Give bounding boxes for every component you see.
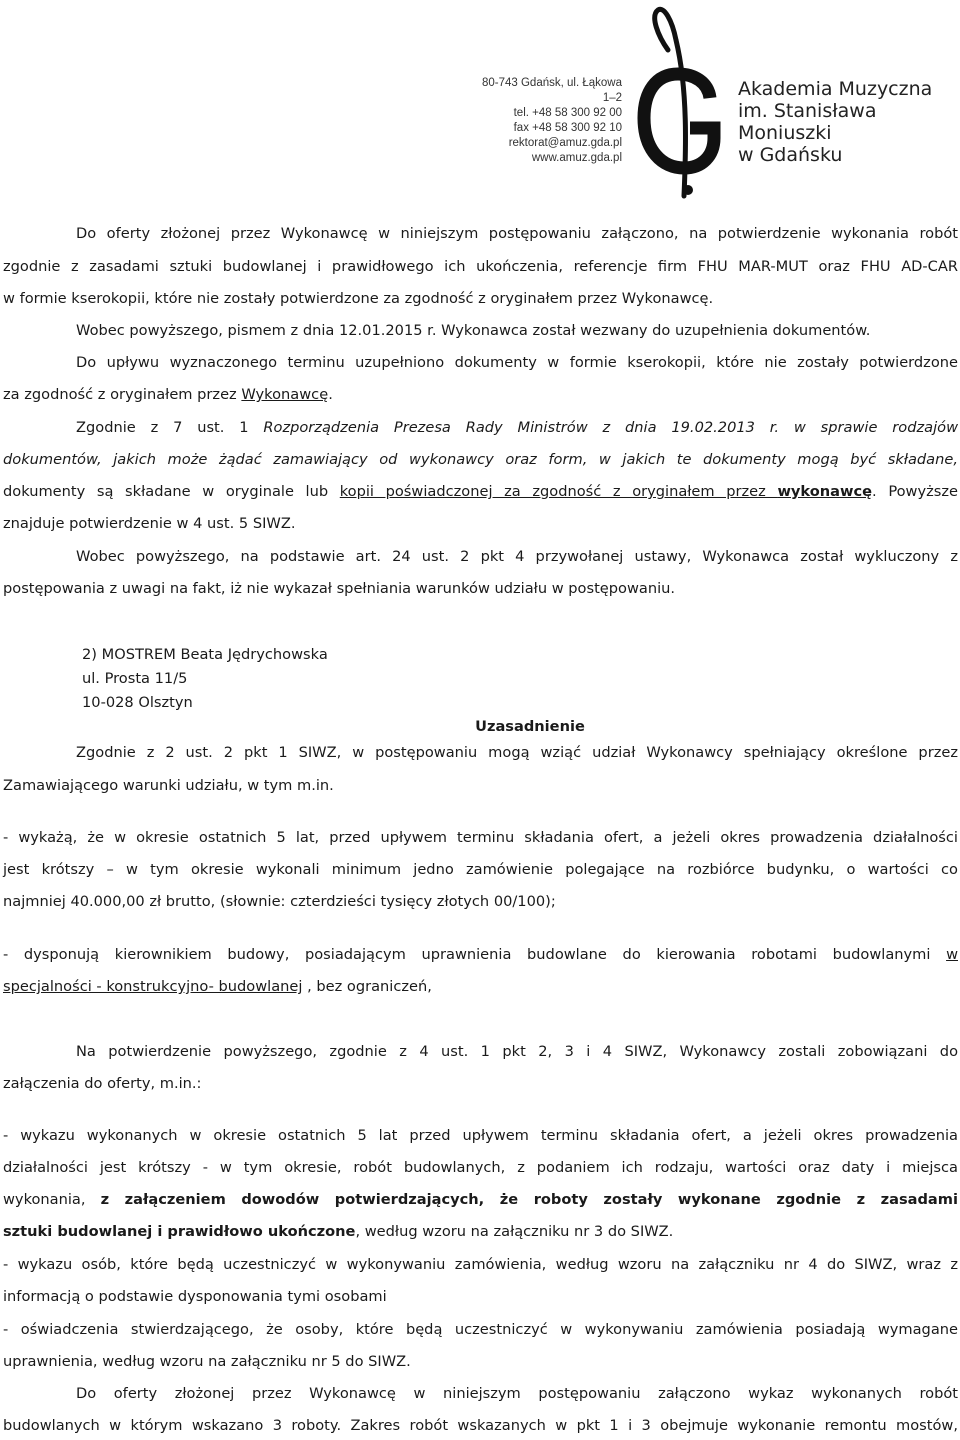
paragraph-line: w formie kserokopii, które nie zostały potwierdzone za zgodność z oryginałem przez Wykonawcę. [3, 290, 714, 307]
text-run-italic: Rozporządzenia Prezesa Rady Ministrów z dnia 19.02.2013 r. w sprawie rodzajów [263, 419, 959, 436]
paragraph-line: Na potwierdzenie powyższego, zgodnie z 4 ust. 1 pkt 2, 3 i 4 SIWZ, Wykonawcy zostali zobowiązani do [76, 1043, 958, 1060]
contact-block [472, 76, 622, 166]
paragraph-line: Wobec powyższego, na podstawie art. 24 ust. 2 pkt 4 przywołanej ustawy, Wykonawca został wykluczony z [76, 548, 958, 565]
text-run: za zgodność z oryginałem przez [3, 386, 242, 403]
paragraph-line [3, 1190, 958, 1210]
text-run: , bez ograniczeń, [302, 978, 432, 995]
text-run-bold: sztuki budowlanej i prawidłowo ukończone [3, 1223, 356, 1240]
paragraph-line: informacją o podstawie dysponowania tymi osobami [3, 1288, 387, 1305]
address-line: 10-028 Olsztyn [82, 694, 193, 711]
text-run-underlined: kopii poświadczonej za zgodność z oryginałem przez [339, 483, 778, 500]
paragraph-line [76, 418, 958, 438]
paragraph-line: Do upływu wyznaczonego terminu uzupełniono dokumenty w formie kserokopii, które nie zostały potwierdzone [76, 354, 958, 371]
paragraph-line: działalności jest krótszy - w tym okresie, robót budowlanych, z podaniem ich rodzaju, wartości oraz daty i miejsca [3, 1159, 958, 1176]
contact-email: rektorat@amuz.gda.pl [508, 137, 622, 149]
paragraph-line: Do oferty złożonej przez Wykonawcę w niniejszym postępowaniu załączono, na potwierdzenie wykonania robót [76, 225, 958, 242]
academy-name [738, 78, 960, 166]
academy-name-line: Akademia Muzyczna [738, 78, 933, 100]
paragraph-line: postępowania z uwagi na fakt, iż nie wykazał spełniania warunków udziału w postępowaniu. [3, 580, 676, 597]
contact-fax: fax +48 58 300 92 10 [513, 122, 622, 134]
contact-phone: tel. +48 58 300 92 00 [513, 107, 622, 119]
paragraph-line: zgodnie z zasadami sztuki budowlanej i prawidłowego ich ukończenia, referencje firm FHU MAR-MUT oraz FHU AD-CAR [3, 258, 958, 275]
text-run-bold: z załączeniem dowodów potwierdzających, że roboty zostały wykonane zgodnie z zasadami [100, 1191, 958, 1208]
letterhead [0, 0, 960, 200]
paragraph-line [3, 385, 333, 405]
academy-name-line: im. Stanisława Moniuszki [738, 100, 877, 144]
paragraph-line: Wobec powyższego, pismem z dnia 12.01.2015 r. Wykonawca został wezwany do uzupełnienia dokumentów. [76, 322, 871, 339]
paragraph-line: budowlanych w którym wskazano 3 roboty. Zakres robót wskazanych w pkt 1 i 3 obejmuje wykonanie remontu mostów, [3, 1417, 958, 1434]
section-heading: Uzasadnienie [475, 718, 585, 735]
text-run: . [328, 386, 333, 403]
text-run-underlined: Wykonawcę [241, 386, 329, 403]
paragraph-line: - oświadczenia stwierdzającego, że osoby, które będą uczestniczyć w wykonywaniu zamówienia posiadają wymagane [3, 1321, 958, 1338]
text-run: wykonania, [3, 1191, 101, 1208]
paragraph-line: - wykażą, że w okresie ostatnich 5 lat, przed upływem terminu składania ofert, a jeżeli okres prowadzenia działalności [3, 829, 958, 846]
paragraph-line: - wykazu osób, które będą uczestniczyć w wykonywaniu zamówienia, według wzoru na załączniku nr 4 do SIWZ, wraz z [3, 1256, 958, 1273]
paragraph-line: uprawnienia, według wzoru na załączniku nr 5 do SIWZ. [3, 1353, 411, 1370]
contact-address: 80-743 Gdańsk, ul. Łąkowa 1–2 [481, 77, 622, 104]
academy-logo-icon [628, 0, 728, 200]
text-run: . Powyższe [872, 483, 958, 500]
text-run-bold-underlined: wykonawcę [777, 483, 873, 500]
paragraph-line [3, 977, 432, 997]
text-run: - dysponują kierownikiem budowy, posiadającym uprawnienia budowlane do kierowania robotami budowlanymi [3, 946, 947, 963]
text-run: Zgodnie z 7 ust. 1 [76, 419, 264, 436]
text-run: , według wzoru na załączniku nr 3 do SIWZ. [355, 1223, 674, 1240]
paragraph-line: dokumentów, jakich może żądać zamawiający od wykonawcy oraz form, w jakich te dokumenty mogą być składane, [3, 451, 958, 468]
address-line: 2) MOSTREM Beata Jędrychowska [82, 646, 328, 663]
text-run: dokumenty są składane w oryginale lub [3, 483, 340, 500]
text-run-underlined: w [946, 946, 958, 963]
academy-name-line: w Gdańsku [738, 144, 843, 166]
paragraph-line [3, 945, 958, 965]
paragraph-line [3, 482, 958, 502]
paragraph-line: załączenia do oferty, m.in.: [3, 1075, 202, 1092]
paragraph-line: znajduje potwierdzenie w 4 ust. 5 SIWZ. [3, 515, 296, 532]
text-run-underlined: specjalności - konstrukcyjno- budowlanej [3, 978, 303, 995]
paragraph-line: jest krótszy – w tym okresie wykonali minimum jedno zamówienie polegające na rozbiórce budynku, o wartości co [3, 861, 958, 878]
paragraph-line: Zgodnie z 2 ust. 2 pkt 1 SIWZ, w postępowaniu mogą wziąć udział Wykonawcy spełniający określone przez [76, 744, 958, 761]
paragraph-line [3, 1222, 673, 1242]
paragraph-line: - wykazu wykonanych w okresie ostatnich 5 lat przed upływem terminu składania ofert, a jeżeli okres prowadzenia [3, 1127, 958, 1144]
paragraph-line: Zamawiającego warunki udziału, w tym m.in. [3, 777, 334, 794]
paragraph-line: Do oferty złożonej przez Wykonawcę w niniejszym postępowaniu załączono wykaz wykonanych robót [76, 1385, 958, 1402]
paragraph-line: najmniej 40.000,00 zł brutto, (słownie: czterdzieści tysięcy złotych 00/100); [3, 893, 556, 910]
address-line: ul. Prosta 11/5 [82, 670, 188, 687]
contact-website: www.amuz.gda.pl [531, 152, 622, 164]
